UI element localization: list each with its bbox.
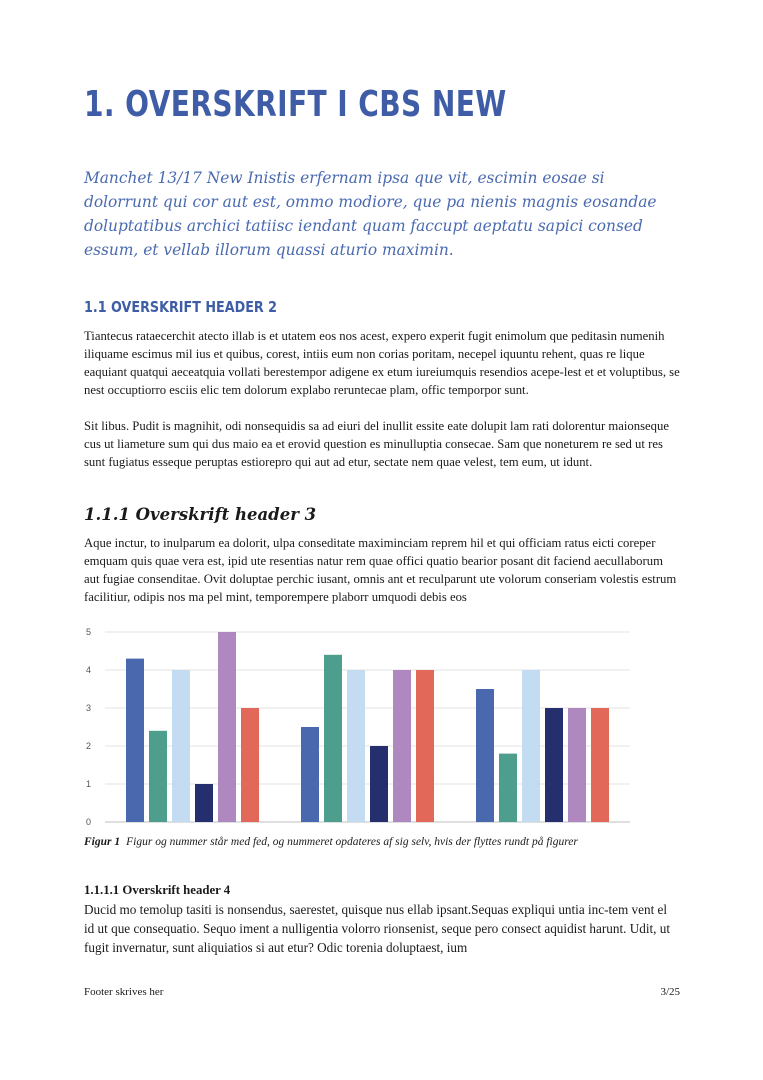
body-paragraph-3: Aque inctur, to inulparum ea dolorit, ulpa conseditate maximinciam reprem hil et qui officiam ratus eicti coreper emquam quis quae vera est, ipid ute resentias natur rem quae offici quatio bearior posant dit faciend aecullaborum aut fugiae consenditae. Ovit doluptae perchic iusant, omnis ant et reculparunt ute volorum conseriam volestis estrum facilitiur, odipis nos ma pel mint, temporempere plaborr umquodi debis eos (84, 536, 677, 604)
bar (545, 708, 563, 822)
heading-2: 1.1 OVERSKRIFT HEADER 2 (84, 298, 278, 316)
bar (241, 708, 259, 822)
y-tick-label: 3 (86, 703, 92, 713)
bar (126, 659, 144, 822)
bar (172, 670, 190, 822)
bar (218, 632, 236, 822)
bar (393, 670, 411, 822)
page-number: 3/25 (660, 986, 680, 998)
heading-1: 1. OVERSKRIFT I CBS NEW (84, 84, 507, 125)
lead-paragraph: Manchet 13/17 New Inistis erfernam ipsa que vit, escimin eosae si dolorrunt qui cor aut est, ommo modiore, que pa nienis magnis eosandae doluptatibus archici tatiisc iendant quam faccupt aeptatu sapici consed essum, et vellab illorum quassi aturio maximin. (84, 169, 657, 259)
y-tick-label: 2 (86, 741, 92, 751)
footer-text: Footer skrives her (84, 986, 164, 998)
body-paragraph-4: Ducid mo temolup tasiti is nonsendus, saerestet, quisque nus ellab ipsant.Sequas expliqui untia inc-tem vent el id ut que consequatio. Sequo iment a nulligentia volorro rionsenist, seque pero consect aquidist harunt. Udit, ut fugit invernatur, sunt aliquiatios si aut etur? Odic torenia doluptaest, ium (84, 902, 670, 955)
bar (347, 670, 365, 822)
bar (568, 708, 586, 822)
bar (149, 731, 167, 822)
bar (476, 689, 494, 822)
heading-4: 1.1.1.1 Overskrift header 4 (84, 883, 231, 897)
bar (499, 754, 517, 822)
body-paragraph-2: Sit libus. Pudit is magnihit, odi nonsequidis sa ad eiuri del inullit essite eate dolupit lam rati dolorentur maionseque cus ut liameture sum qui dus maio ea et erovid question es minulluptia consecae. Sam que noneturem re sed ut res sunt fugiatus esseque peruptas estiorepro qui aut ad etur, sectate nem quae velest, tem eum, ut idunt. (84, 419, 669, 469)
y-tick-label: 0 (86, 817, 92, 827)
heading-3: 1.1.1 Overskrift header 3 (84, 505, 317, 524)
bar (370, 746, 388, 822)
bar (522, 670, 540, 822)
figure-label: Figur 1 (84, 836, 121, 848)
bar (591, 708, 609, 822)
figure-caption-text: Figur og nummer står med fed, og nummeret opdateres af sig selv, hvis der flyttes rundt på figurer (126, 836, 578, 848)
y-tick-label: 1 (86, 779, 92, 789)
body-paragraph-1: Tiantecus rataecerchit atecto illab is et utatem eos nos acest, expero experit fugit enimolum que peditasin numenih iliquame escimus mil ius et quibus, corest, intiis eum non corias poritam, necepel iquuntu rehent, quas re lique eaquiant quatqui aeceatquia vollati berestempor adigene ex etum iureiumquis resendios acepe-lest et et voluptibus, se nest occuptiorro esciis elic tem dolorum explabo reruntecae plam, offic temporpor sunt. (84, 329, 680, 397)
y-tick-label: 5 (86, 627, 92, 637)
bar (324, 655, 342, 822)
bar-chart (80, 622, 640, 832)
figure-caption (84, 836, 578, 848)
y-tick-label: 4 (86, 665, 92, 675)
bar (195, 784, 213, 822)
bar (301, 727, 319, 822)
bar (416, 670, 434, 822)
